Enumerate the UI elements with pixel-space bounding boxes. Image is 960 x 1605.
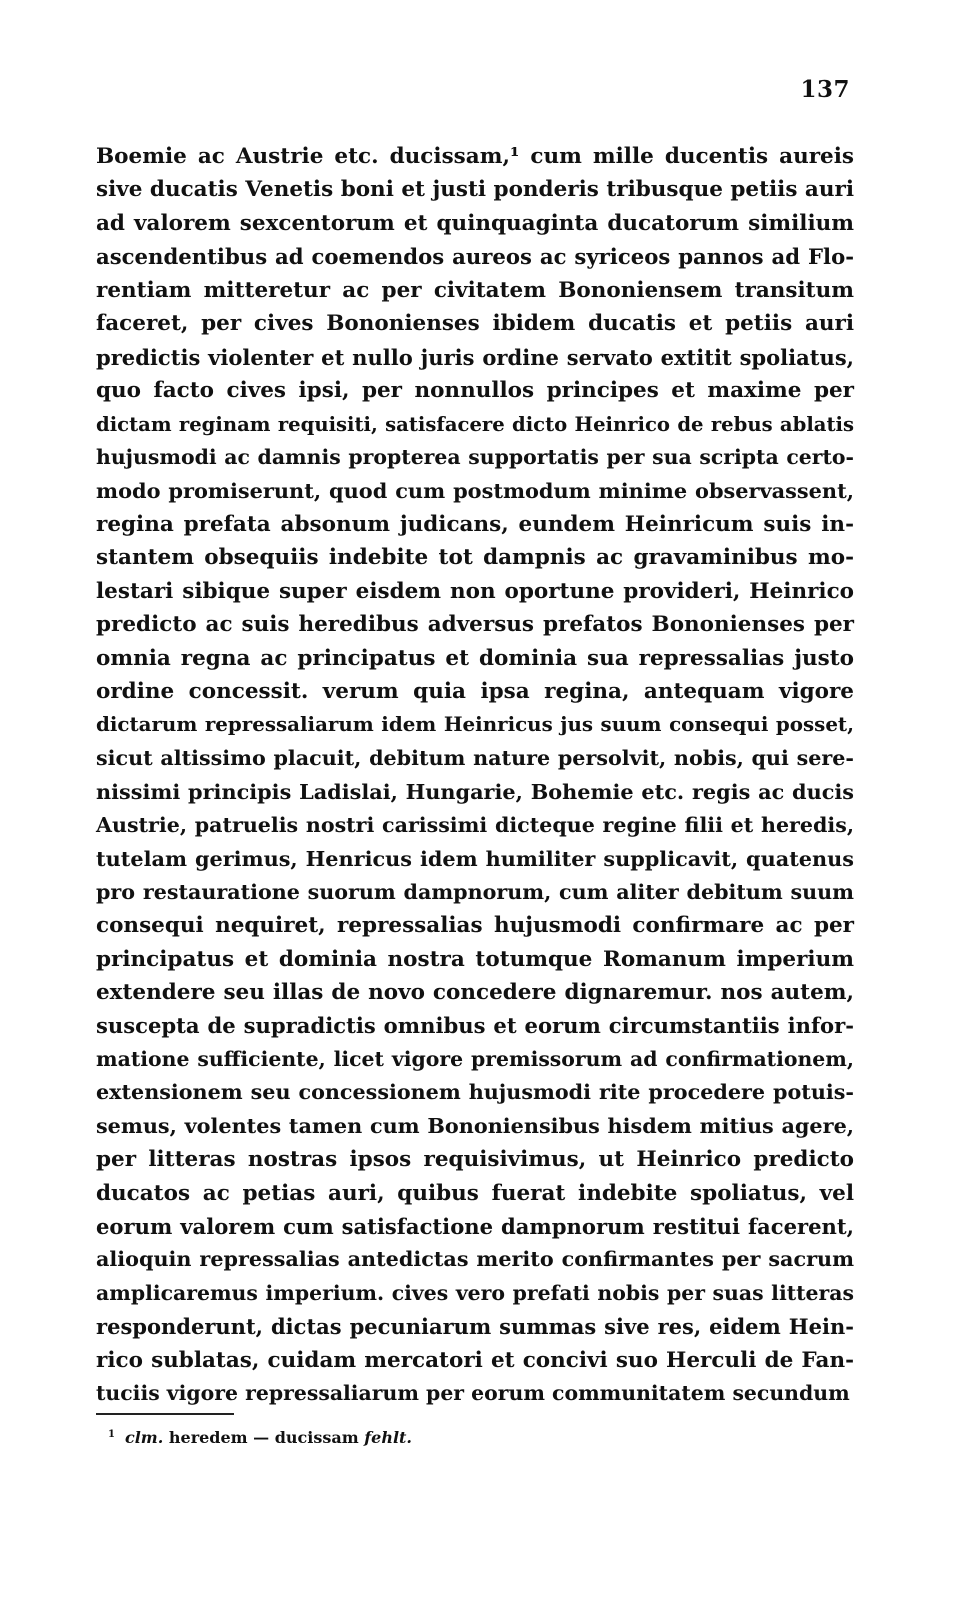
text-line: ad valorem sexcentorum et quinquaginta ducatorum similium xyxy=(96,210,854,236)
text-line: consequi nequiret, repressalias hujusmodi confirmare ac per xyxy=(96,913,854,939)
text-line: rentiam mitteretur ac per civitatem Bononiensem transitum xyxy=(96,277,854,303)
text-line: hujusmodi ac damnis propterea supportatis per sua scripta certo- xyxy=(96,444,854,469)
text-line: eorum valorem cum satisfactione dampnorum restitui facerent, xyxy=(96,1214,854,1239)
text-line: dictarum repressaliarum idem Heinricus jus suum consequi posset, xyxy=(96,712,854,737)
text-line: regina prefata absonum judicans, eundem Heinricum suis in- xyxy=(96,511,854,537)
text-line: predictis violenter et nullo juris ordine servato extitit spoliatus, xyxy=(96,344,854,370)
text-line: Boemie ac Austrie etc. ducissam,¹ cum mille ducentis aureis xyxy=(96,144,854,169)
text-line: principatus et dominia nostra totumque Romanum imperium xyxy=(96,946,854,972)
text-line: modo promiserunt, quod cum postmodum minime observassent, xyxy=(96,478,854,504)
text-line: quo facto cives ipsi, per nonnullos principes et maxime per xyxy=(96,378,854,404)
text-line: Austrie, patruelis nostri carissimi dicteque regine filii et heredis, xyxy=(96,812,854,837)
footnote-abbrev: clm. xyxy=(124,1428,164,1447)
text-line: amplicaremus imperium. cives vero prefati nobis per suas litteras xyxy=(96,1280,854,1305)
text-line: dictam reginam requisiti, satisfacere dicto Heinrico de rebus ablatis xyxy=(96,412,854,436)
text-line: sicut altissimo placuit, debitum nature persolvit, nobis, qui sere- xyxy=(96,745,854,770)
text-line: nissimi principis Ladislai, Hungarie, Bohemie etc. regis ac ducis xyxy=(96,779,854,805)
text-line: tuciis vigore repressaliarum per eorum communitatem secundum xyxy=(96,1381,850,1406)
text-line: stantem obsequiis indebite tot dampnis ac gravaminibus mo- xyxy=(96,545,854,571)
footnote-rule xyxy=(96,1413,234,1415)
text-line: sive ducatis Venetis boni et justi ponderis tribusque petiis auri xyxy=(96,177,854,203)
text-line: extensionem seu concessionem hujusmodi rite procedere potuis- xyxy=(96,1080,854,1105)
footnote xyxy=(108,1428,412,1447)
text-line: responderunt, dictas pecuniarum summas sive res, eidem Hein- xyxy=(96,1314,854,1340)
text-line: matione sufficiente, licet vigore premissorum ad confirmationem, xyxy=(96,1046,854,1071)
text-line: lestari sibique super eisdem non oportune provideri, Heinrico xyxy=(96,578,854,604)
footnote-mark: 1 xyxy=(108,1428,115,1440)
text-line: ascendentibus ad coemendos aureos ac syriceos pannos ad Flo- xyxy=(96,244,854,270)
text-line: ducatos ac petias auri, quibus fuerat indebite spoliatus, vel xyxy=(96,1180,854,1206)
text-line: alioquin repressalias antedictas merito confirmantes per sacrum xyxy=(96,1247,854,1272)
text-line: extendere seu illas de novo concedere dignaremur. nos autem, xyxy=(96,979,854,1005)
text-line: per litteras nostras ipsos requisivimus, ut Heinrico predicto xyxy=(96,1147,854,1173)
text-line: omnia regna ac principatus et dominia sua repressalias justo xyxy=(96,645,854,671)
footnote-note: fehlt. xyxy=(364,1428,412,1447)
text-line: ordine concessit. verum quia ipsa regina, antequam vigore xyxy=(96,679,854,704)
text-line: pro restauratione suorum dampnorum, cum aliter debitum suum xyxy=(96,879,854,904)
page-number: 137 xyxy=(800,76,850,103)
text-line: rico sublatas, cuidam mercatori et concivi suo Herculi de Fan- xyxy=(96,1347,854,1373)
text-line: semus, volentes tamen cum Bononiensibus hisdem mitius agere, xyxy=(96,1113,854,1138)
text-line: tutelam gerimus, Henricus idem humiliter supplicavit, quatenus xyxy=(96,846,854,872)
text-line: predicto ac suis heredibus adversus prefatos Bononienses per xyxy=(96,612,854,638)
footnote-text: heredem — ducissam xyxy=(168,1428,359,1447)
text-line: faceret, per cives Bononienses ibidem ducatis et petiis auri xyxy=(96,311,854,337)
body-text xyxy=(96,140,854,1411)
text-line: suscepta de supradictis omnibus et eorum circumstantiis infor- xyxy=(96,1013,854,1039)
